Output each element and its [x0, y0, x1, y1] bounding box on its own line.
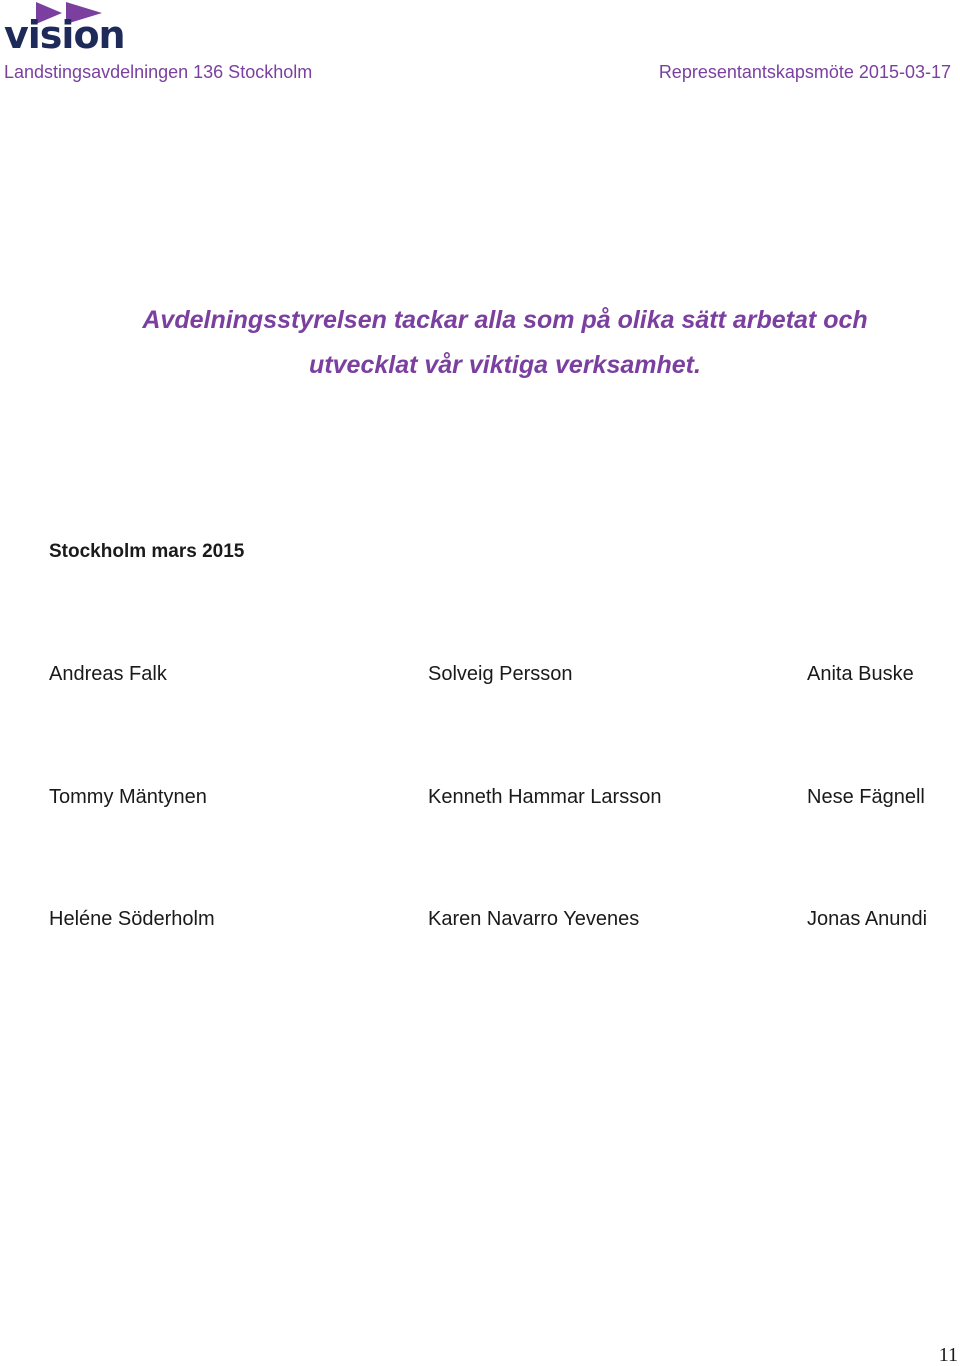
place-date: Stockholm mars 2015 [49, 541, 245, 562]
signatory-name: Nese Fägnell [807, 786, 925, 808]
signatory-name: Anita Buske [807, 663, 914, 685]
vision-logo [4, 2, 130, 56]
signatory-name: Kenneth Hammar Larsson [428, 786, 662, 808]
signatory-name: Karen Navarro Yevenes [428, 908, 640, 930]
thanks-line-2: utvecklat vår viktiga verksamhet. [309, 351, 701, 379]
signatory-name: Heléne Söderholm [49, 908, 215, 930]
header-meeting: Representantskapsmöte 2015-03-17 [658, 62, 951, 82]
signatory-name: Andreas Falk [49, 663, 167, 685]
signatory-name: Jonas Anundi [807, 908, 928, 930]
header-organization: Landstingsavdelningen 136 Stockholm [4, 62, 313, 82]
signatory-name: Solveig Persson [428, 663, 573, 685]
logo-wordmark: vision [4, 13, 125, 57]
page-number: 11 [938, 1344, 958, 1366]
thanks-statement [0, 298, 960, 388]
thanks-line-1: Avdelningsstyrelsen tackar alla som på olika sätt arbetat och [142, 306, 868, 334]
signatory-name: Tommy Mäntynen [49, 786, 207, 808]
